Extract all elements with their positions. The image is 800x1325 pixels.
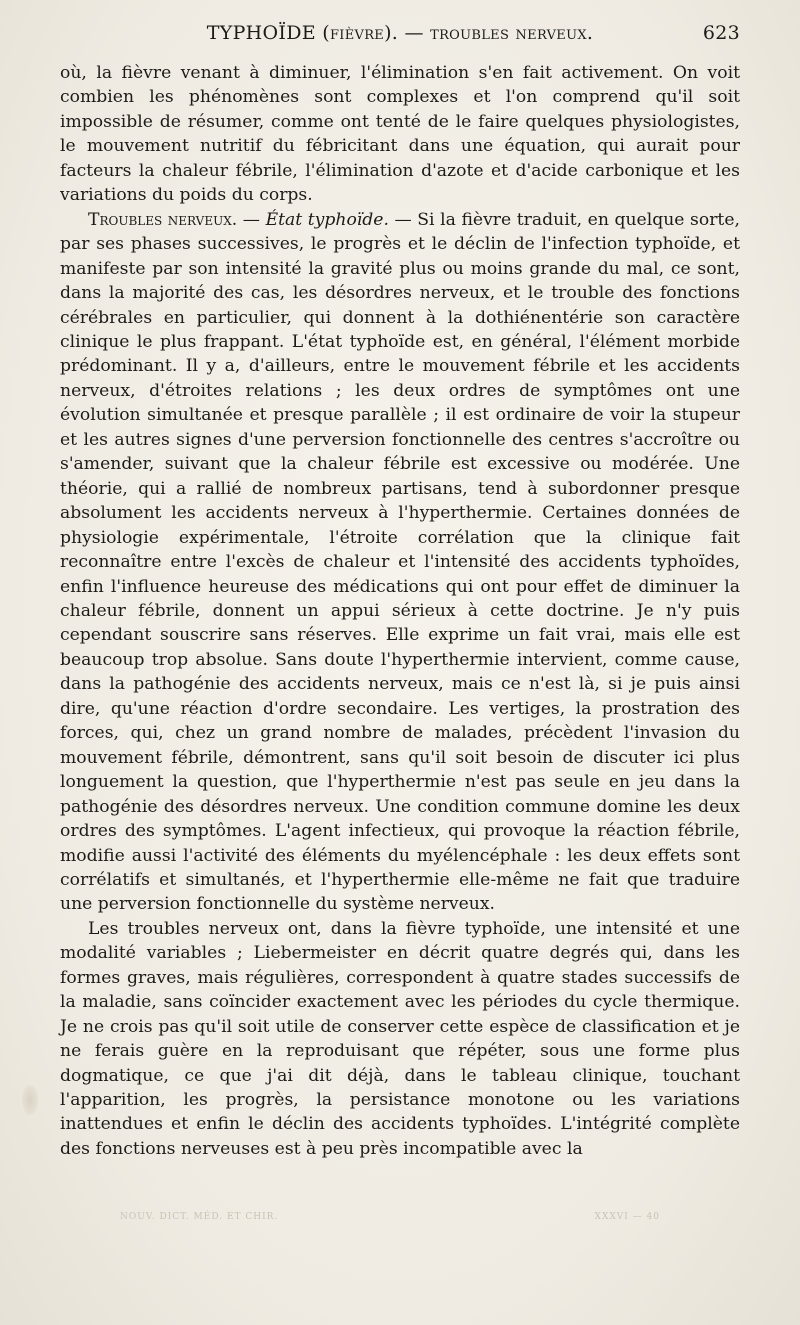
page-number: 623 <box>702 22 740 44</box>
text-run: — Si la fièvre traduit, en quelque sorte, par ses phases successives, le progrès et le déclin de l'infection typhoïde, et manifeste par son intensité la gravité plus ou moins grande du mal, ce sont, dans la majorité des cas, les désordres nerveux, et le trouble des fonctions cérébrales en particulier, qui donnent à la dothiénentérie son caractère clinique le plus frappant. L'état typhoïde est, en général, l'élément morbide prédominant. Il y a, d'ailleurs, entre le mouvement fébrile et les accidents nerveux, d'étroites relations ; les deux ordres de symptômes ont une évolution simultanée et presque parallèle ; il est ordinaire de voir la stupeur et les autres signes d'une perversion fonctionnelle des centres s'accroître ou s'amender, suivant que la chaleur fébrile est excessive ou modérée. Une théorie, qui a rallié de nombreux partisans, tend à subordonner presque absolument les accidents nerveux à l'hyperthermie. Certaines données de physiologie expérimentale, l'étroite corrélation que la clinique fait reconnaître entre l'excès de chaleur et l'intensité des accidents typhoïdes, enfin l'influence heureuse des médications qui ont pour effet de diminuer la chaleur fébrile, donnent un appui sérieux à cette doctrine. Je n'y puis cependant souscrire sans réserves. Elle exprime un fait vrai, mais elle est beaucoup trop absolue. Sans doute l'hyperthermie intervient, comme cause, dans la pathogénie des accidents nerveux, mais ce n'est là, si je puis ainsi dire, qu'une réaction d'ordre secondaire. Les vertiges, la prostration des forces, qui, chez un grand nombre de malades, précèdent l'invasion du mouvement fébrile, démontrent, sans qu'il soit besoin de discuter ici plus longuement la question, que l'hyperthermie n'est pas seule en jeu dans la pathogénie des désordres nerveux. Une condition commune domine les deux ordres des symptômes. L'agent infectieux, qui provoque la réaction fébrile, modifie aussi l'activité des éléments du myélencéphale : les deux effets sont corrélatifs et simultanés, et l'hyperthermie elle-même ne fait que traduire une perversion fonctionnelle du système nerveux. <box>60 209 740 915</box>
paper-stain <box>22 1085 38 1115</box>
signature-footer <box>120 1212 720 1222</box>
paragraph <box>60 208 740 917</box>
paragraph <box>60 61 740 208</box>
running-title: TYPHOÏDE (fièvre). — troubles nerveux. <box>206 22 594 44</box>
section-heading: Troubles nerveux. <box>88 209 238 230</box>
running-header <box>60 22 740 54</box>
text-run: où, la fièvre venant à diminuer, l'élimination s'en fait activement. On voit combien les phénomènes sont complexes et l'on comprend qu'il soit impossible de résumer, comme ont tenté de le faire quelques physiologistes, le mouvement nutritif du fébricitant dans une équation, qui aurait pour facteurs la chaleur fébrile, l'élimination d'azote et d'acide carbonique et les variations du poids du corps. <box>60 63 740 206</box>
body-text <box>60 61 740 1161</box>
text-run: — <box>237 209 266 230</box>
subsection-heading: État typhoïde. <box>265 209 389 230</box>
footer-left: NOUV. DICT. MÉD. ET CHIR. <box>120 1212 279 1222</box>
footer-right: XXXVI — 40 <box>594 1212 660 1222</box>
text-run: Les troubles nerveux ont, dans la fièvre typhoïde, une intensité et une modalité variables ; Liebermeister en décrit quatre degrés qui, dans les formes graves, mais régulières, correspondent à quatre stades successifs de la maladie, sans coïncider exactement avec les périodes du cycle thermique. Je ne crois pas qu'il soit utile de conserver cette espèce de classification et je ne ferais guère en la reproduisant que répéter, sous une forme plus dogmatique, ce que j'ai dit déjà, dans le tableau clinique, touchant l'apparition, les progrès, la persistance monotone ou les variations inattendues et enfin le déclin des accidents typhoïdes. L'intégrité complète des fonctions nerveuses est à peu près incompatible avec la <box>60 918 740 1159</box>
paragraph <box>60 917 740 1162</box>
